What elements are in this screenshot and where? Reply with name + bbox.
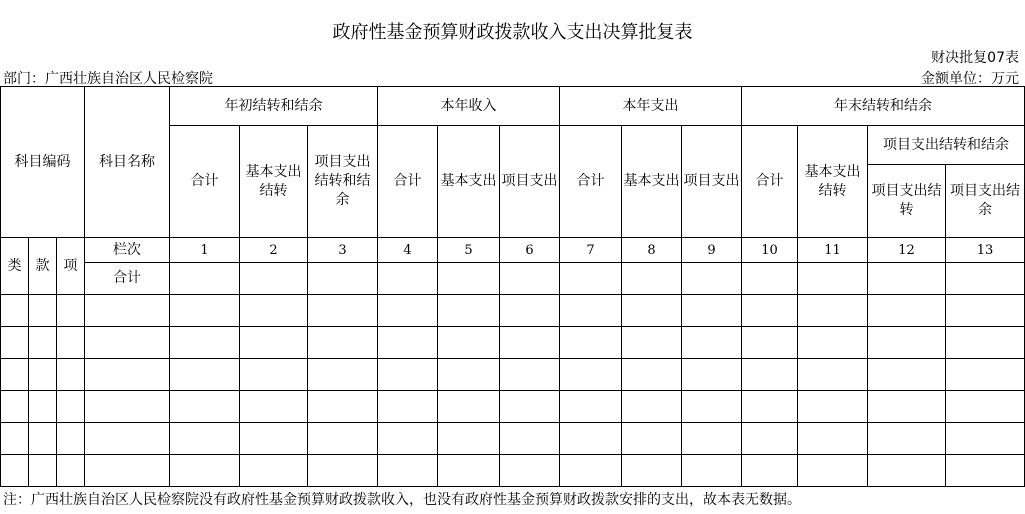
column-number: 7 bbox=[560, 238, 622, 263]
table-cell bbox=[438, 391, 500, 423]
column-number: 10 bbox=[742, 238, 798, 263]
table-cell bbox=[622, 455, 682, 487]
table-cell bbox=[170, 455, 240, 487]
table-cell bbox=[85, 455, 170, 487]
table-cell bbox=[240, 327, 308, 359]
header-end-balance: 年末结转和结余 bbox=[742, 87, 1025, 126]
table-cell bbox=[946, 455, 1025, 487]
column-number: 6 bbox=[500, 238, 560, 263]
table-cell bbox=[742, 295, 798, 327]
table-cell bbox=[682, 359, 742, 391]
table-cell bbox=[57, 391, 85, 423]
table-cell bbox=[560, 295, 622, 327]
total-cell bbox=[378, 263, 438, 295]
table-cell bbox=[1, 391, 29, 423]
table-cell bbox=[682, 295, 742, 327]
table-cell bbox=[308, 391, 378, 423]
table-cell bbox=[1, 295, 29, 327]
table-cell bbox=[57, 359, 85, 391]
table-cell bbox=[1, 455, 29, 487]
table-cell bbox=[308, 455, 378, 487]
table-title: 政府性基金预算财政拨款收入支出决算批复表 bbox=[332, 22, 693, 43]
form-number: 财决批复07表 bbox=[931, 50, 1019, 66]
table-cell bbox=[378, 359, 438, 391]
column-number: 4 bbox=[378, 238, 438, 263]
table-cell bbox=[438, 423, 500, 455]
total-row-label: 合计 bbox=[85, 263, 170, 295]
header-column-index: 栏次 bbox=[85, 238, 170, 263]
table-cell bbox=[946, 295, 1025, 327]
table-cell bbox=[682, 327, 742, 359]
header-expense-total: 合计 bbox=[560, 126, 622, 238]
total-cell bbox=[622, 263, 682, 295]
table-cell bbox=[378, 455, 438, 487]
table-row bbox=[1, 391, 1025, 423]
table-cell bbox=[57, 295, 85, 327]
total-cell bbox=[308, 263, 378, 295]
table-cell bbox=[868, 423, 946, 455]
table-cell bbox=[29, 391, 57, 423]
table-cell bbox=[560, 423, 622, 455]
table-cell bbox=[170, 327, 240, 359]
table-cell bbox=[622, 295, 682, 327]
table-cell bbox=[742, 327, 798, 359]
column-number: 11 bbox=[798, 238, 868, 263]
table-cell bbox=[868, 391, 946, 423]
header-subject-code: 科目编码 bbox=[1, 87, 85, 238]
table-cell bbox=[85, 295, 170, 327]
table-cell bbox=[798, 391, 868, 423]
table-cell bbox=[500, 423, 560, 455]
table-cell bbox=[560, 359, 622, 391]
total-cell bbox=[798, 263, 868, 295]
total-cell bbox=[742, 263, 798, 295]
header-expense-basic: 基本支出 bbox=[622, 126, 682, 238]
table-cell bbox=[29, 455, 57, 487]
total-cell bbox=[500, 263, 560, 295]
column-number: 2 bbox=[240, 238, 308, 263]
header-begin-project-carry: 项目支出结转和结余 bbox=[308, 126, 378, 238]
column-number: 3 bbox=[308, 238, 378, 263]
table-cell bbox=[560, 391, 622, 423]
table-cell bbox=[622, 391, 682, 423]
table-cell bbox=[798, 359, 868, 391]
table-cell bbox=[170, 295, 240, 327]
table-cell bbox=[500, 295, 560, 327]
header-end-project-carry: 项目支出结转和结余 bbox=[868, 126, 1025, 165]
table-row bbox=[1, 455, 1025, 487]
column-number: 12 bbox=[868, 238, 946, 263]
table-row bbox=[1, 423, 1025, 455]
table-cell bbox=[308, 423, 378, 455]
header-category: 类 bbox=[1, 238, 29, 295]
table-cell bbox=[1, 359, 29, 391]
table-cell bbox=[560, 327, 622, 359]
table-cell bbox=[85, 327, 170, 359]
department-label: 部门：广西壮族自治区人民检察院 bbox=[3, 71, 213, 87]
footnote: 注：广西壮族自治区人民检察院没有政府性基金预算财政拨款收入，也没有政府性基金预算财政拨款安排的支出，故本表无数据。 bbox=[3, 492, 801, 508]
header-begin-balance: 年初结转和结余 bbox=[170, 87, 378, 126]
table-cell bbox=[622, 327, 682, 359]
table-cell bbox=[1, 327, 29, 359]
header-begin-basic-carry: 基本支出结转 bbox=[240, 126, 308, 238]
header-current-expense: 本年支出 bbox=[560, 87, 742, 126]
table-cell bbox=[170, 359, 240, 391]
table-row bbox=[1, 295, 1025, 327]
header-expense-project: 项目支出 bbox=[682, 126, 742, 238]
budget-table bbox=[0, 86, 1025, 487]
table-cell bbox=[868, 327, 946, 359]
table-cell bbox=[57, 423, 85, 455]
column-number: 1 bbox=[170, 238, 240, 263]
table-cell bbox=[798, 455, 868, 487]
table-cell bbox=[240, 359, 308, 391]
table-cell bbox=[438, 295, 500, 327]
amount-unit: 金额单位：万元 bbox=[921, 71, 1019, 87]
table-cell bbox=[868, 455, 946, 487]
header-xiang: 项 bbox=[57, 238, 85, 295]
table-cell bbox=[85, 423, 170, 455]
table-cell bbox=[29, 423, 57, 455]
header-end-project-balance: 项目支出结余 bbox=[946, 165, 1025, 238]
table-row bbox=[1, 327, 1025, 359]
table-cell bbox=[682, 455, 742, 487]
table-cell bbox=[29, 327, 57, 359]
table-cell bbox=[29, 295, 57, 327]
table-cell bbox=[57, 455, 85, 487]
table-cell bbox=[308, 295, 378, 327]
table-cell bbox=[622, 423, 682, 455]
table-row bbox=[1, 359, 1025, 391]
table-cell bbox=[798, 295, 868, 327]
table-cell bbox=[798, 423, 868, 455]
table-cell bbox=[85, 391, 170, 423]
table-cell bbox=[378, 423, 438, 455]
table-cell bbox=[742, 455, 798, 487]
table-cell bbox=[500, 359, 560, 391]
header-income-basic: 基本支出 bbox=[438, 126, 500, 238]
header-current-income: 本年收入 bbox=[378, 87, 560, 126]
table-cell bbox=[946, 391, 1025, 423]
table-cell bbox=[308, 359, 378, 391]
empty-rows bbox=[1, 295, 1025, 487]
header-income-project: 项目支出 bbox=[500, 126, 560, 238]
header-end-project-carry-forward: 项目支出结转 bbox=[868, 165, 946, 238]
table-cell bbox=[170, 423, 240, 455]
column-number: 9 bbox=[682, 238, 742, 263]
column-number: 8 bbox=[622, 238, 682, 263]
table-cell bbox=[240, 391, 308, 423]
header-begin-total: 合计 bbox=[170, 126, 240, 238]
total-cell bbox=[868, 263, 946, 295]
table-cell bbox=[438, 359, 500, 391]
column-number: 5 bbox=[438, 238, 500, 263]
table-cell bbox=[868, 359, 946, 391]
total-cell bbox=[946, 263, 1025, 295]
table-cell bbox=[500, 327, 560, 359]
table-cell bbox=[500, 455, 560, 487]
table-cell bbox=[798, 327, 868, 359]
table-cell bbox=[240, 423, 308, 455]
header-subject-name: 科目名称 bbox=[85, 87, 170, 238]
table-cell bbox=[240, 455, 308, 487]
table-cell bbox=[240, 295, 308, 327]
table-cell bbox=[868, 295, 946, 327]
total-cell bbox=[560, 263, 622, 295]
header-kuan: 款 bbox=[29, 238, 57, 295]
table-cell bbox=[308, 327, 378, 359]
table-cell bbox=[500, 391, 560, 423]
table-cell bbox=[170, 391, 240, 423]
table-cell bbox=[682, 423, 742, 455]
table-cell bbox=[438, 455, 500, 487]
table-cell bbox=[560, 455, 622, 487]
header-end-basic-carry: 基本支出结转 bbox=[798, 126, 868, 238]
table-cell bbox=[1, 423, 29, 455]
table-cell bbox=[57, 327, 85, 359]
total-cell bbox=[682, 263, 742, 295]
table-cell bbox=[682, 391, 742, 423]
header-end-total: 合计 bbox=[742, 126, 798, 238]
table-cell bbox=[742, 359, 798, 391]
table-cell bbox=[378, 295, 438, 327]
table-cell bbox=[378, 327, 438, 359]
table-cell bbox=[438, 327, 500, 359]
table-cell bbox=[378, 391, 438, 423]
header-income-total: 合计 bbox=[378, 126, 438, 238]
table-cell bbox=[29, 359, 57, 391]
column-number: 13 bbox=[946, 238, 1025, 263]
table-cell bbox=[946, 359, 1025, 391]
total-cell bbox=[240, 263, 308, 295]
total-cell bbox=[170, 263, 240, 295]
table-cell bbox=[742, 423, 798, 455]
table-cell bbox=[946, 423, 1025, 455]
table-cell bbox=[946, 327, 1025, 359]
total-cell bbox=[438, 263, 500, 295]
table-cell bbox=[622, 359, 682, 391]
table-cell bbox=[85, 359, 170, 391]
table-cell bbox=[742, 391, 798, 423]
